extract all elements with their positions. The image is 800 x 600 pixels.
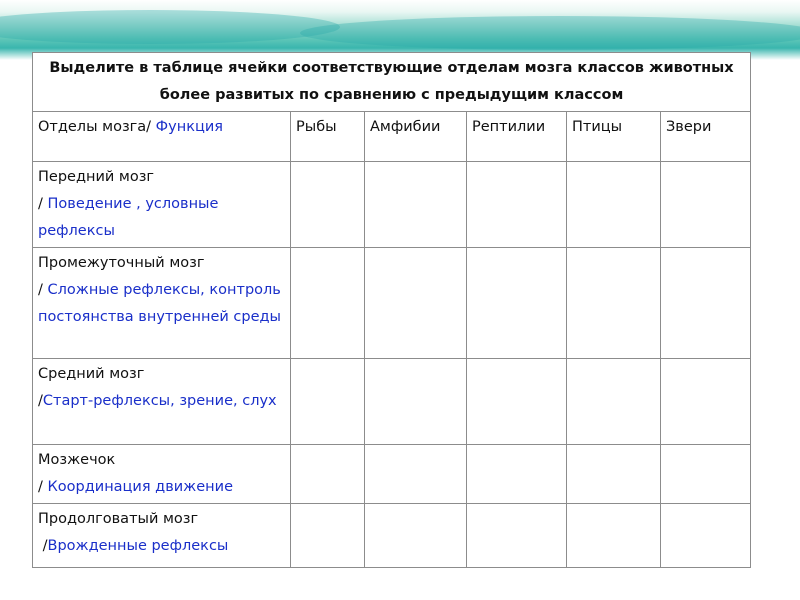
cell-forebrain-mammals[interactable] xyxy=(661,162,751,248)
section-name: Передний мозг xyxy=(38,169,155,185)
function-prefix: / xyxy=(38,282,48,298)
cell-diencephalon-amphibians[interactable] xyxy=(365,248,467,359)
section-name: Продолговатый мозг xyxy=(38,511,199,527)
cell-medulla-reptiles[interactable] xyxy=(467,504,567,568)
table-row xyxy=(33,162,751,248)
cell-cerebellum-birds[interactable] xyxy=(567,445,661,504)
section-name: Промежуточный мозг xyxy=(38,255,205,271)
banner-wave-left xyxy=(0,10,340,44)
function-prefix: / xyxy=(38,393,43,409)
cell-medulla-mammals[interactable] xyxy=(661,504,751,568)
header-section-label: Отделы мозга/ xyxy=(38,119,156,135)
section-function: Врожденные рефлексы xyxy=(47,538,229,554)
table-row xyxy=(33,445,751,504)
header-class-birds: Птицы xyxy=(567,112,661,162)
cell-cerebellum-reptiles[interactable] xyxy=(467,445,567,504)
row-label-midbrain xyxy=(33,359,291,445)
function-prefix: / xyxy=(38,196,48,212)
header-class-amphibians: Амфибии xyxy=(365,112,467,162)
row-label-diencephalon xyxy=(33,248,291,359)
header-section-function xyxy=(33,112,291,162)
cell-forebrain-birds[interactable] xyxy=(567,162,661,248)
cell-diencephalon-mammals[interactable] xyxy=(661,248,751,359)
section-function: Поведение , условные рефлексы xyxy=(38,196,219,239)
section-name: Мозжечок xyxy=(38,452,116,468)
cell-midbrain-fish[interactable] xyxy=(291,359,365,445)
row-label-medulla xyxy=(33,504,291,568)
top-decorative-banner xyxy=(0,0,800,60)
header-class-fish: Рыбы xyxy=(291,112,365,162)
function-prefix: / xyxy=(38,538,48,554)
cell-cerebellum-fish[interactable] xyxy=(291,445,365,504)
row-label-forebrain xyxy=(33,162,291,248)
header-class-mammals: Звери xyxy=(661,112,751,162)
cell-cerebellum-amphibians[interactable] xyxy=(365,445,467,504)
cell-diencephalon-fish[interactable] xyxy=(291,248,365,359)
task-row xyxy=(33,53,751,112)
cell-diencephalon-birds[interactable] xyxy=(567,248,661,359)
cell-medulla-birds[interactable] xyxy=(567,504,661,568)
section-function: Сложные рефлексы, контроль постоянства внутренней среды xyxy=(38,282,281,325)
cell-midbrain-amphibians[interactable] xyxy=(365,359,467,445)
cell-forebrain-reptiles[interactable] xyxy=(467,162,567,248)
cell-midbrain-reptiles[interactable] xyxy=(467,359,567,445)
header-function-label: Функция xyxy=(155,119,223,135)
cell-midbrain-birds[interactable] xyxy=(567,359,661,445)
task-instruction: Выделите в таблице ячейки соответствующие отделам мозга классов животных более развитых по сравнению с предыдущим классом xyxy=(33,53,751,112)
cell-forebrain-fish[interactable] xyxy=(291,162,365,248)
table-row xyxy=(33,359,751,445)
cell-medulla-amphibians[interactable] xyxy=(365,504,467,568)
header-class-reptiles: Рептилии xyxy=(467,112,567,162)
cell-medulla-fish[interactable] xyxy=(291,504,365,568)
section-function: Координация движение xyxy=(47,479,233,495)
cell-midbrain-mammals[interactable] xyxy=(661,359,751,445)
row-label-cerebellum xyxy=(33,445,291,504)
cell-cerebellum-mammals[interactable] xyxy=(661,445,751,504)
table-row xyxy=(33,504,751,568)
cell-diencephalon-reptiles[interactable] xyxy=(467,248,567,359)
table-row xyxy=(33,248,751,359)
function-prefix: / xyxy=(38,479,48,495)
header-row xyxy=(33,112,751,162)
banner-wave-right xyxy=(300,16,800,50)
section-function: Старт-рефлексы, зрение, слух xyxy=(42,393,277,409)
section-name: Средний мозг xyxy=(38,366,145,382)
cell-forebrain-amphibians[interactable] xyxy=(365,162,467,248)
brain-sections-table xyxy=(32,52,751,568)
